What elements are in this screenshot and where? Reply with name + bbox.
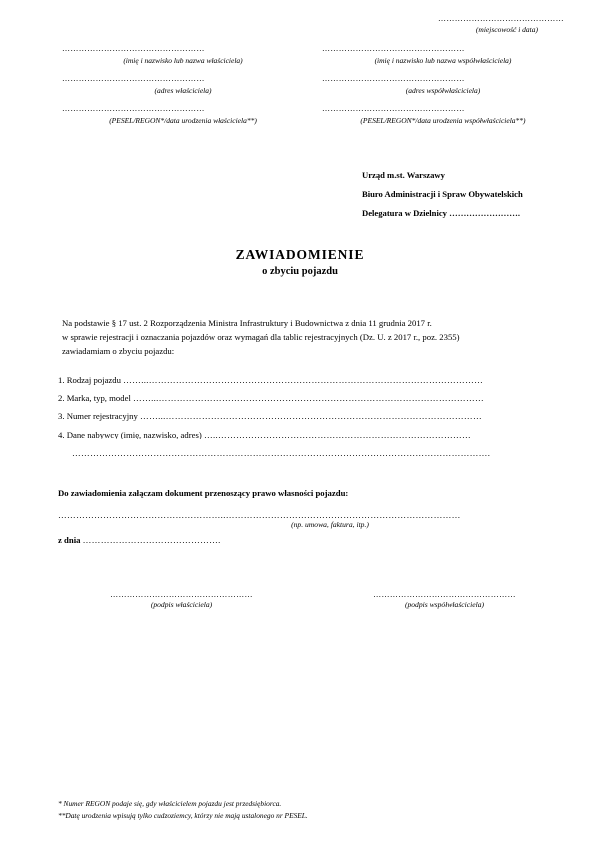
signature-row [62,590,564,609]
attachment-caption: (np. umowa, faktura, itp.) [291,520,369,529]
attachment-block [58,488,572,545]
owner-id-field [62,104,304,125]
label-make-type-model: 2. Marka, typ, model [58,394,131,403]
document-title [0,247,600,277]
attachment-heading: Do zawiadomienia załączam dokument przenoszący prawo własności pojazdu: [58,488,349,498]
coowner-address-line[interactable]: …………………………………………… [322,73,465,83]
coowner-name-field [322,44,564,65]
label-registration-number: 3. Numer rejestracyjny [58,412,138,422]
input-attachment-type[interactable]: ………………………………………………..…………………………………………………………………… [58,510,461,520]
label-vehicle-kind: 1. Rodzaj pojazdu [58,376,121,385]
footnotes-block [58,798,308,823]
owner-id-line[interactable]: …………………………………………… [62,103,205,113]
coowner-id-caption: (PESEL/REGON*/data urodzenia współwłaściciela**) [360,115,526,125]
list-item-make-type-model [58,394,572,403]
legal-basis-paragraph [62,316,570,358]
owner-name-field [62,44,304,65]
list-item-vehicle-kind [58,376,572,385]
footnote-birthdate: **Datę urodzenia wpisują tylko cudzoziemcy, którzy nie mają ustalonego nr PESEL. [58,811,308,821]
owner-id-caption: (PESEL/REGON*/data urodzenia właściciela**) [109,115,257,125]
list-item-buyer-details [58,431,572,440]
input-make-type-model[interactable]: ……...……………………………………………………………………………………………… [133,394,485,403]
footnote-regon: * Numer REGON podaje się, gdy właścicielem pojazdu jest przedsiębiorca. [58,798,282,808]
legal-basis-line-1: Na podstawie § 17 ust. 2 Rozporządzenia Ministra Infrastruktury i Budownictwa z dnia 11 grudnia 2017 r. [62,318,432,328]
attachment-date-row [58,535,572,545]
owner-address-line[interactable]: …………………………………………… [62,73,205,83]
place-and-date-caption: (miejscowość i data) [475,24,538,34]
addressee-block [362,166,523,223]
list-item-registration-number [58,412,572,421]
coowner-signature-line[interactable]: …………………………………………… [373,590,516,599]
owner-signature-field [62,590,301,609]
coowner-signature-field [325,590,564,609]
addressee-line-3[interactable]: Delegatura w Dzielnicy ……………………. [362,207,521,218]
input-attachment-date[interactable]: ………………………………………. [82,535,221,545]
title-subtitle: o zbyciu pojazdu [262,266,338,277]
place-and-date-field [62,14,564,35]
input-buyer-details[interactable]: …..………………………………………………………………………… [203,430,472,440]
owner-signature-caption: (podpis właściciela) [150,600,213,609]
coowner-name-caption: (imię i nazwisko lub nazwa współwłaściciela) [374,55,512,65]
place-and-date-line[interactable]: ……………………………………… [438,14,564,23]
coowner-id-line[interactable]: …………………………………………… [322,103,465,113]
input-registration-number[interactable]: ……...…………………………………………………………………………………………… [140,412,482,422]
coowner-address-caption: (adres współwłaściciela) [405,85,481,95]
addressee-line-2: Biuro Administracji i Spraw Obywatelskich [362,188,523,199]
coowner-id-field [322,104,564,125]
input-vehicle-kind[interactable]: ……...………………………………………………………………………………………………… [123,376,484,385]
owner-column [62,44,304,134]
legal-basis-line-2: w sprawie rejestracji i oznaczania pojazdów oraz wymagań dla tablic rejestracyjnych (Dz. U. z 2017 r., poz. 2355) [62,332,460,343]
coowner-name-line[interactable]: …………………………………………… [322,43,465,53]
owner-address-caption: (adres właściciela) [154,85,212,95]
input-buyer-details-continuation[interactable]: …………………………………………………………………………………………………………………………. [72,448,491,458]
coowner-address-field [322,74,564,95]
owner-signature-line[interactable]: …………………………………………… [110,590,253,599]
addressee-line-1: Urząd m.st. Warszawy [362,170,445,180]
title-main: ZAWIADOMIENIE [235,247,365,262]
header-block [62,14,564,134]
legal-basis-line-3: zawiadamiam o zbyciu pojazdu: [62,346,175,357]
coowner-signature-caption: (podpis współwłaściciela) [404,600,485,609]
owner-details-row [62,44,564,134]
vehicle-details-list [58,376,572,458]
label-buyer-details: 4. Dane nabywcy (imię, nazwisko, adres) [58,430,202,440]
owner-address-field [62,74,304,95]
coowner-column [322,44,564,134]
owner-name-caption: (imię i nazwisko lub nazwa właściciela) [123,55,243,65]
label-attachment-date: z dnia [58,535,81,545]
owner-name-line[interactable]: …………………………………………… [62,43,205,53]
